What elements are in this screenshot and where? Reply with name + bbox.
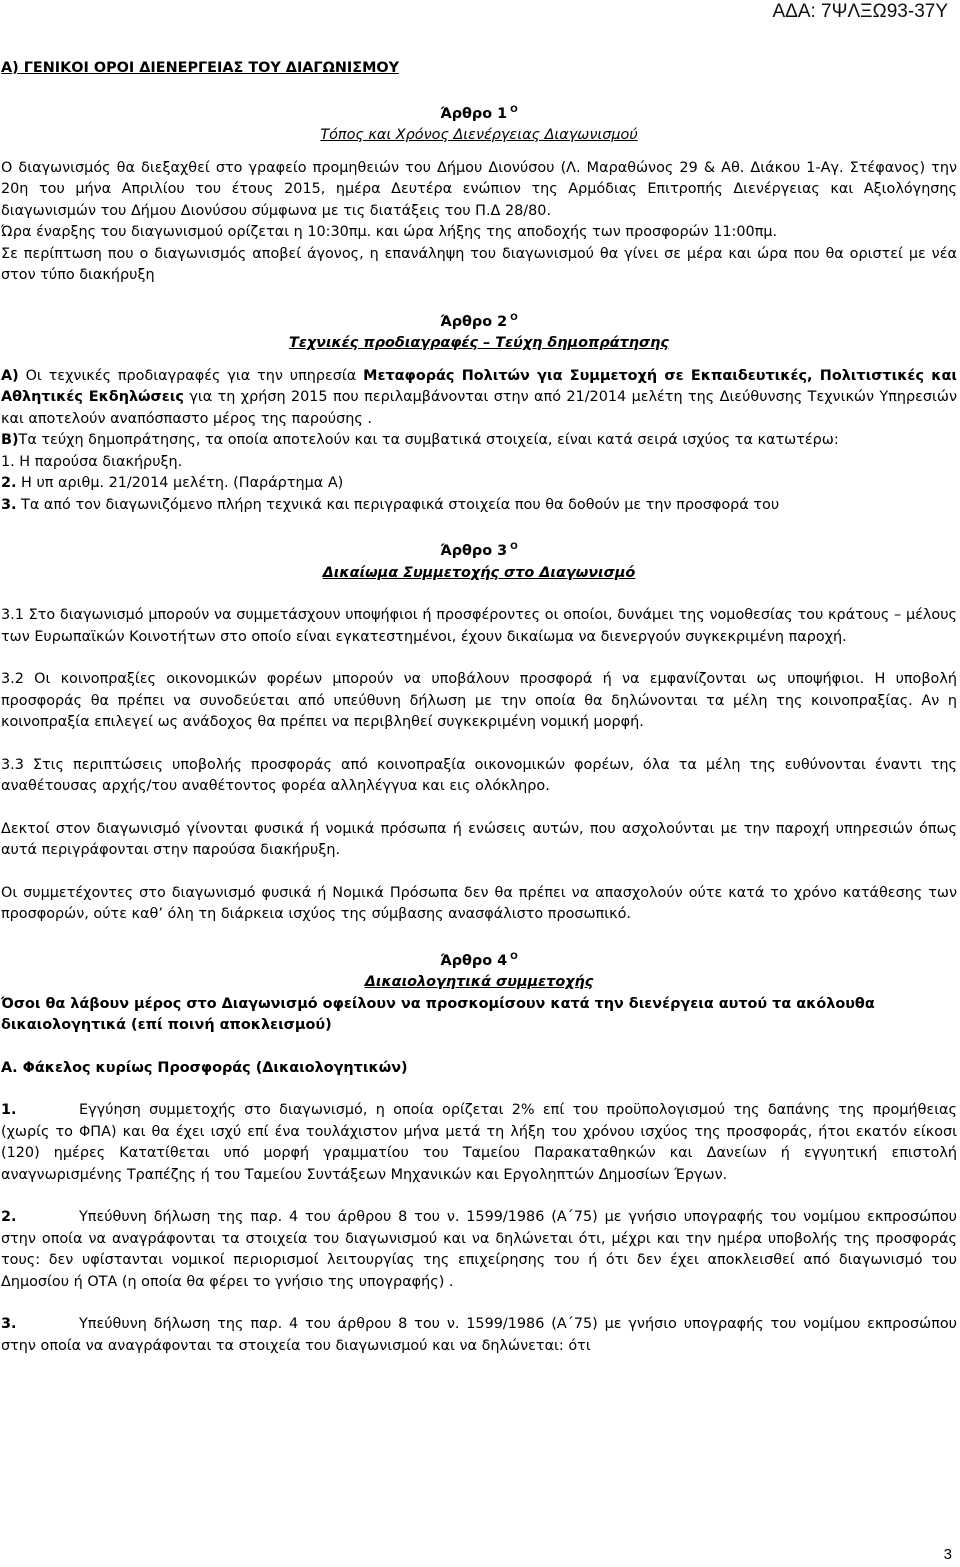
article-1-paragraph-1: Ο διαγωνισμός θα διεξαχθεί στο γραφείο προμηθειών του Δήμου Διονύσου (Λ. Μαραθώνος 29 & Αθ. Διάκου 1-Αγ. Στέφανος) την 20η του μήνα Απριλίου του έτους 2015, ημέρα Δευτέρα ενώπιον της Αρμόδιας Επιτροπής Διενέργειας και Αξιολόγησης διαγωνισμών του Δήμου Διονύσου σύμφωνα με τις διατάξεις του Π.Δ 28/80. xyxy=(1,159,957,219)
article-1-paragraph-3: Σε περίπτωση που ο διαγωνισμός αποβεί άγονος, η επανάληψη του διαγωνισμού θα γίνει σε μέρα και ώρα που θα οριστεί με νέα στον τύπο διακήρυξη xyxy=(1,245,957,283)
ada-code: ΑΔΑ: 7ΨΛΞΩ93-37Υ xyxy=(772,1,948,22)
document-page xyxy=(1,58,957,1357)
article-2-subtitle: Τεχνικές προδιαγραφές – Τεύχη δημοπράτησης xyxy=(289,335,669,351)
article-2-item-2: 2. Η υπ αριθμ. 21/2014 μελέτη. (Παράρτημα Α) xyxy=(1,475,344,491)
article-4-subtitle: Δικαιολογητικά συμμετοχής xyxy=(364,974,594,990)
article-1-paragraph-2: Ώρα έναρξης του διαγωνισμού ορίζεται η 10:30πμ. και ώρα λήξης της αποδοχής των προσφορών 11:00πμ. xyxy=(1,224,778,240)
article-3-paragraph-4: Δεκτοί στον διαγωνισμό γίνονται φυσικά ή νομικά πρόσωπα ή ενώσεις αυτών, που ασχολούνται με την παροχή υπηρεσιών όπως αυτά περιγράφονται στην παρούσα διακήρυξη. xyxy=(1,820,957,858)
article-2-title: Άρθρο 2 $^O$ xyxy=(440,312,518,330)
article-4-title: Άρθρο 4 $^O$ xyxy=(440,951,518,969)
article-4-folder-heading: Α. Φάκελος κυρίως Προσφοράς (Δικαιολογητικών) xyxy=(1,1059,408,1076)
article-3-paragraph-2: 3.2 Οι κοινοπραξίες οικονομικών φορέων μπορούν να υποβάλουν προσφορά ή να εμφανίζονται ως υποψήφιοι. Η υποβολή προσφοράς θα πρέπει να συνοδεύεται από υπεύθυνη δήλωση με την οποία θα δηλώνονται τα μέλη της κοινοπραξίας. Αν η κοινοπραξία επιλεγεί ως ανάδοχος θα πρέπει να περιβληθεί συγκεκριμένη νομική μορφή. xyxy=(1,671,957,730)
article-3-subtitle: Δικαίωμα Συμμετοχής στο Διαγωνισμό xyxy=(322,564,636,581)
article-1-title: Άρθρο 1 $^O$ xyxy=(440,104,518,122)
article-4-item-1: 1. Εγγύηση συμμετοχής στο διαγωνισμό, η οποία ορίζεται 2% επί του προϋπολογισμού της δαπάνης της προμήθειας (χωρίς το ΦΠΑ) και θα έχει ισχύ επί ένα τουλάχιστον μήνα μετά τη λήξη του χρόνου ισχύος της προσφοράς, ήτοι εκατόν είκοσι (120) ημέρες Κατατίθεται υπό μορφή γραμματίου του Ταμείου Παρακαταθηκών και Δανείων ή εγγυητική επιστολή αναγνωρισμένης Τραπέζης ή του Ταμείου Συντάξεων Μηχανικών και Εργοληπτών Δημοσίων Έργων. xyxy=(1,1102,957,1183)
section-title: Α) ΓΕΝΙΚΟΙ ΟΡΟΙ ΔΙΕΝΕΡΓΕΙΑΣ ΤΟΥ ΔΙΑΓΩΝΙΣΜΟΥ xyxy=(1,60,400,76)
page-number: 3 xyxy=(943,1545,952,1563)
article-2-paragraph-a: Α) Οι τεχνικές προδιαγραφές για την υπηρεσία Μεταφοράς Πολιτών για Συμμετοχή σε Εκπαιδευτικές, Πολιτιστικές και Αθλητικές Εκδηλώσεις για τη χρήση 2015 που περιλαμβάνονται στην από 21/2014 μελέτη της Διεύθυνσης Τεχνικών Υπηρεσιών και αποτελούν αναπόσπαστο μέρος της παρούσης . xyxy=(1,367,957,427)
article-2-paragraph-b: Β)Τα τεύχη δημοπράτησης, τα οποία αποτελούν και τα συμβατικά στοιχεία, είναι κατά σειρά ισχύος τα κατωτέρω: xyxy=(1,432,839,448)
article-2-item-3: 3. Τα από τον διαγωνιζόμενο πλήρη τεχνικά και περιγραφικά στοιχεία που θα δοθούν με την προσφορά του xyxy=(1,496,780,513)
article-4-intro: Όσοι θα λάβουν μέρος στο Διαγωνισμό οφείλουν να προσκομίσουν κατά την διενέργεια αυτού τα ακόλουθα δικαιολογητικά (επί ποινή αποκλεισμού) xyxy=(1,995,875,1033)
article-3-paragraph-5: Οι συμμετέχοντες στο διαγωνισμό φυσικά ή Νομικά Πρόσωπα δεν θα πρέπει να απασχολούν ούτε κατά το χρόνο κατάθεσης των προσφορών, ούτε καθ’ όλη τη διάρκεια ισχύος της σύμβασης ανασφάλιστο προσωπικό. xyxy=(1,884,957,922)
article-3-paragraph-1: 3.1 Στο διαγωνισμό μπορούν να συμμετάσχουν υποψήφιοι ή προσφέροντες οι οποίοι, δυνάμει της νομοθεσίας του κράτους – μέλους των Ευρωπαϊκών Κοινοτήτων στο οποίο είναι εγκατεστημένοι, έχουν δικαίωμα να διενεργούν συγκεκριμένη παροχή. xyxy=(1,607,957,645)
article-3-paragraph-3: 3.3 Στις περιπτώσεις υποβολής προσφοράς από κοινοπραξία οικονομικών φορέων, όλα τα μέλη της ευθύνονται έναντι της αναθέτουσας αρχής/του αναθέτοντος φορέα αλληλέγγυα και εις ολόκληρο. xyxy=(1,756,957,794)
article-1-subtitle: Τόπος και Χρόνος Διενέργειας Διαγωνισμού xyxy=(320,127,638,143)
article-4-item-2: 2. Υπεύθυνη δήλωση της παρ. 4 του άρθρου 8 του ν. 1599/1986 (Α΄75) με γνήσιο υπογραφής του νομίμου εκπροσώπου στην οποία να αναγράφονται τα στοιχεία του διαγωνισμού και να δηλώνεται ότι, μέχρι και την ημέρα υποβολής της προσφοράς τους: δεν υφίστανται νομικοί περιορισμοί λειτουργίας της επιχείρησης του ή ότι δεν έχει αποκλεισθεί από διαγωνισμό του Δημοσίου ή ΟΤΑ (η οποία θα φέρει το γνήσιο της υπογραφής) . xyxy=(1,1209,957,1290)
article-3-title: Άρθρο 3 $^O$ xyxy=(440,542,518,559)
article-2-item-1: 1. Η παρούσα διακήρυξη. xyxy=(1,453,183,470)
article-4-item-3: 3. Υπεύθυνη δήλωση της παρ. 4 του άρθρου 8 του ν. 1599/1986 (Α΄75) με γνήσιο υπογραφής του νομίμου εκπροσώπου στην οποία να αναγράφονται τα στοιχεία του διαγωνισμού και να δηλώνεται: ότι xyxy=(1,1316,957,1354)
